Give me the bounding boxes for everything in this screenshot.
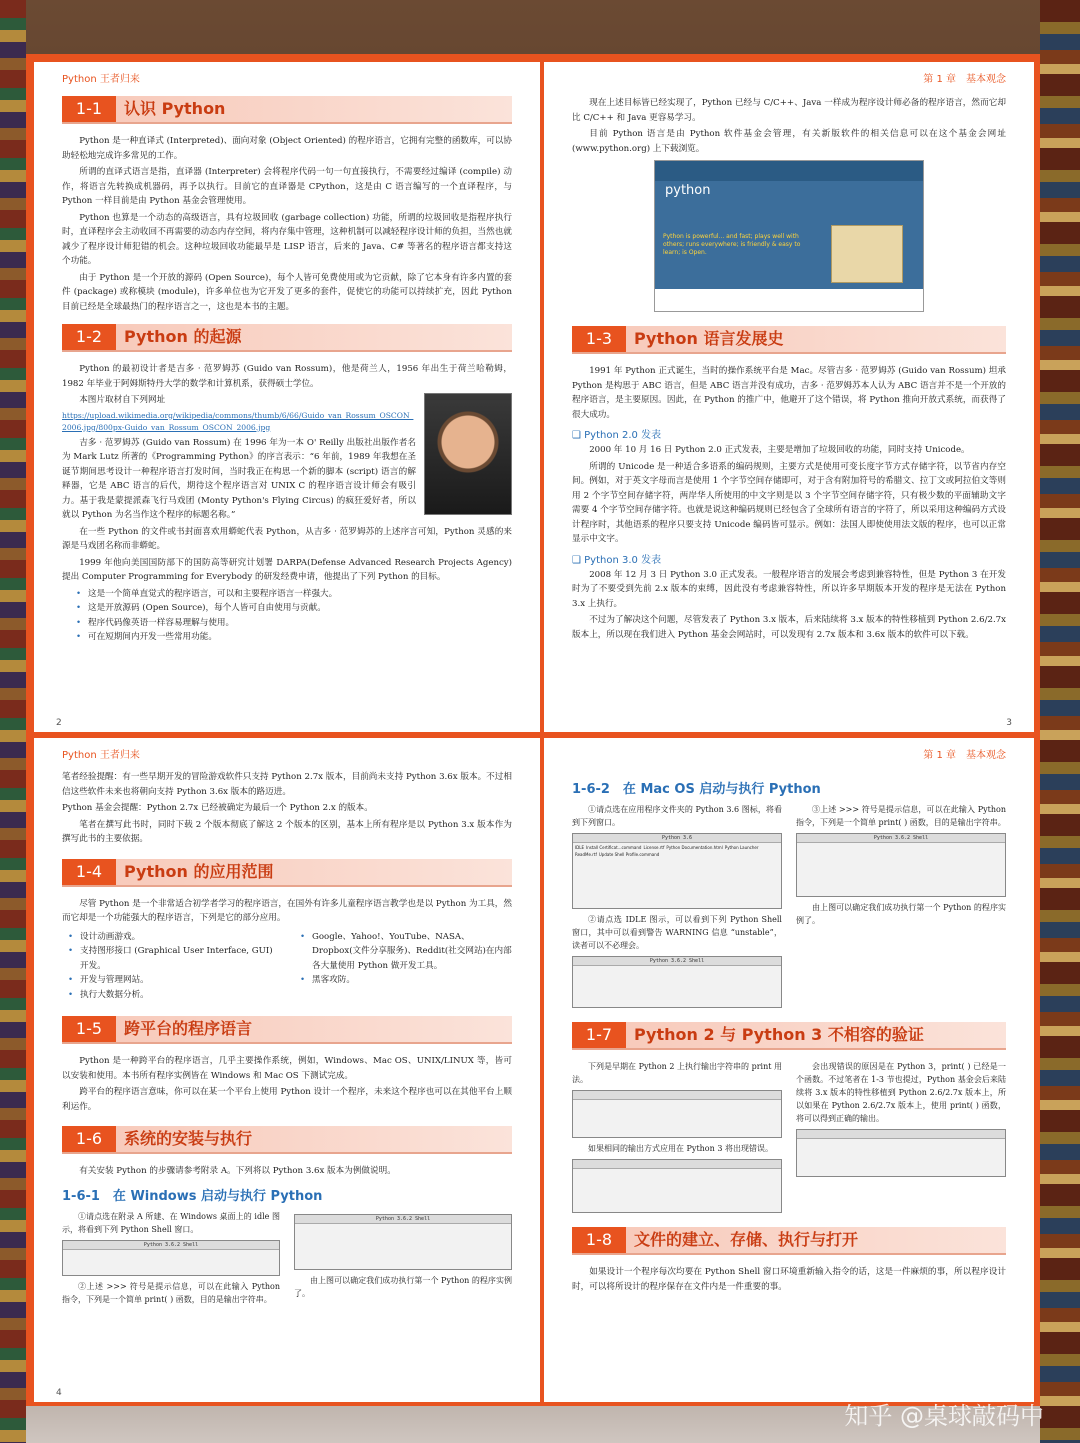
paragraph: 由上图可以确定我们成功执行第一个 Python 的程序实例了。 bbox=[796, 903, 1006, 925]
paragraph: Python 是一种直译式 (Interpreted)、面向对象 (Object Oriented) 的程序语言，它拥有完整的函数库，可以协助轻松地完成许多常见的工作。 bbox=[62, 136, 512, 161]
running-head: Python 王者归来 bbox=[62, 74, 140, 85]
page-3 bbox=[544, 62, 1034, 732]
site-tagline: Python is powerful... and fast; plays well with others; runs everywhere; is friendly & easy to learn; is Open. bbox=[663, 233, 801, 256]
list-item: • 这是一个简单直觉式的程序语言，可以和主要程序语言一样强大。 bbox=[88, 587, 512, 602]
list-item: • 这是开放源码 (Open Source)，每个人皆可自由使用与贡献。 bbox=[88, 601, 512, 616]
python-logo: python bbox=[665, 183, 711, 198]
finder-item[interactable]: Update Shell Profile.command bbox=[598, 852, 660, 857]
paragraph: ②上述 >>> 符号是提示信息，可以在此输入 Python 指令，下列是一个简单 print( ) 函数，目的是输出字符串。 bbox=[62, 1281, 280, 1304]
paragraph: 1991 年 Python 正式诞生，当时的操作系统平台是 Mac。尽管吉多 · 范罗姆苏 (Guido van Rossum) 坦承 Python 是构思于 ABC 语言，但是 ABC 语言并没有成功，吉多 · 范罗姆苏本人认为 ABC 语言并不是一个开放的程序语言，是主要原因。因此，在 Python 的推广中，他避开了这个错误，将 Python 推向开放式系统，而获得了很大成功。 bbox=[572, 366, 1006, 420]
paragraph: Python 也算是一个动态的高级语言，具有垃圾回收 (garbage collection) 功能，所谓的垃圾回收是指程序执行时，直译程序会主动收回不再需要的动态内存空间，将内存集中管理，这种机制可以减轻程序设计师的负担，当然也就减少了程序设计师犯错的机会。这种垃圾回收功能最早是 LISP 语言，后来的 Java、C# 等著名的程序语言都支持这个功能。 bbox=[62, 212, 512, 266]
paragraph: 跨平台的程序语言意味，你可以在某一个平台上使用 Python 设计一个程序，未来这个程序也可以在其他平台上顺利运作。 bbox=[62, 1087, 512, 1112]
paragraph: 所谓的直译式语言是指，直译器 (Interpreter) 会将程序代码一句一句直接执行，不需要经过编译 (compile) 动作，将语言先转换成机器码，再予以执行。目前它的直译器是 CPython，这是由 C 语言编写的一个直译程序，与 Python 一样目前是由 Python 基金会管理使用。 bbox=[62, 167, 512, 206]
list-item: • 黑客攻防。 bbox=[312, 973, 512, 988]
paragraph: ①请点选在附录 A 所建、在 Windows 桌面上的 idle 图示，将看到下列 Python Shell 窗口。 bbox=[62, 1211, 280, 1234]
section-1-2: 1-2 Python 的起源 bbox=[62, 324, 512, 352]
section-1-6: 1-6 系统的安装与执行 bbox=[62, 1126, 512, 1154]
finder-screenshot: Python 3.6 IDLE Install Certificat...command License.rtf Python Documentation.html Python Launcher ReadMe.rtf Update Shell Profile.command bbox=[572, 833, 782, 909]
paragraph: 由于 Python 是一个开放的源码 (Open Source)，每个人皆可免费使用或为它贡献，除了它本身有许多内置的套件 (package) 或称模块 (module)，许多单位也为它开发了更多的套件，促使它的功能可以持续扩充，因此 Python 目前已经是全球最热门的程序语言之一，这也是本书的主题。 bbox=[62, 272, 512, 312]
list-item: • 程序代码像英语一样容易理解与使用。 bbox=[88, 616, 512, 631]
list-item: • 设计动画游戏。 bbox=[80, 930, 280, 945]
subsection-1-6-1: 1-6-1 在 Windows 启动与执行 Python bbox=[62, 1188, 323, 1204]
running-head: 第 1 章 基本观念 bbox=[923, 750, 1006, 761]
running-head: 第 1 章 基本观念 bbox=[923, 74, 1006, 85]
python3-error-screenshot bbox=[572, 1159, 782, 1213]
paragraph: 笔者在撰写此书时，同时下载 2 个版本彻底了解这 2 个版本的区别，基本上所有程序是以 Python 3.x 版本作为撰写此书的主要依据。 bbox=[62, 819, 512, 844]
paragraph: ②请点选 IDLE 图示，可以看到下列 Python Shell 窗口，其中可以看到警告 WARNING 信息 “unstable”，读者可以不必理会。 bbox=[572, 915, 782, 950]
python27-shell-screenshot bbox=[796, 1129, 1006, 1177]
page-5 bbox=[544, 738, 1034, 1402]
bookshelf-left bbox=[0, 0, 26, 1443]
python2-shell-screenshot bbox=[572, 1090, 782, 1138]
page-number: 4 bbox=[56, 1388, 62, 1398]
paragraph: 2000 年 10 月 16 日 Python 2.0 正式发表，主要是增加了垃圾回收的功能，同时支持 Unicode。 bbox=[589, 445, 970, 455]
mac-shell-screenshot: Python 3.6.2 Shell bbox=[572, 956, 782, 1008]
paragraph: ①请点选在应用程序文件夹的 Python 3.6 图标，将看到下列窗口。 bbox=[572, 805, 782, 827]
finder-item[interactable]: Python Documentation.html bbox=[666, 845, 723, 850]
paragraph: 现在上述目标皆已经实现了，Python 已经与 C/C++、Java 一样成为程序设计师必备的程序语言，然而它却比 C/C++ 和 Java 更容易学习。 bbox=[572, 98, 1006, 123]
mac-shell-print-screenshot: Python 3.6.2 Shell bbox=[796, 833, 1006, 897]
finder-item[interactable]: ReadMe.rtf bbox=[575, 852, 597, 857]
paragraph: 目前 Python 语言是由 Python 软件基金会管理，有关新版软件的相关信息可以在这个基金会网址 (www.python.org) 上下载浏览。 bbox=[572, 129, 1006, 154]
image-source-label: 本图片取材自下列网址 bbox=[79, 395, 166, 405]
python-org-screenshot bbox=[654, 160, 924, 312]
paragraph: 1999 年他向美国国防部下的国防高等研究计划署 DARPA(Defense Advanced Research Projects Agency) 提出 Computer Programming for Everybody 的研发经费申请，他提出了下列 Python 的目标。 bbox=[62, 557, 512, 582]
paragraph: 所谓的 Unicode 是一种适合多语系的编码规则，主要方式是使用可变长度字节方式存储字符，以节省内存空间。例如，对于英文字母而言是使用 1 个字节空间存储即可，对于含有附加符号的希腊文、拉丁文或阿拉伯文等则用 2 个字节空间存储字符，两岸华人所使用的中文字则是以 3 个字节空间存储字符，只有极少数的平面辅助文字需要 4 个字节空间存储字符。也就是说这种编码规则已经包含了全球所有语言的字符了，所以采用这种编码方式设计程序时，其他语系的程序只要支持 Unicode 编码皆可显示。例如：法国人即使使用法文版的程序，也可以正常显示中文字。 bbox=[572, 461, 1006, 544]
section-1-5: 1-5 跨平台的程序语言 bbox=[62, 1016, 512, 1044]
page-number: 2 bbox=[56, 718, 62, 728]
paragraph: Python 的最初设计者是吉多 · 范罗姆苏 (Guido van Rossum)，他是荷兰人，1956 年出生于荷兰哈勒姆，1982 年毕业于阿姆斯特丹大学的数学和计算机系，获得硕士学位。 bbox=[62, 364, 512, 389]
note-foundation: Python 基金会提醒：Python 2.7x 已经被确定为最后一个 Python 2.x 的版本。 bbox=[62, 803, 373, 813]
python-shell-screenshot: Python 3.6.2 Shell bbox=[294, 1214, 512, 1270]
finder-item[interactable]: Install Certificat...command bbox=[586, 845, 642, 850]
paragraph: 如果相同的输出方式应用在 Python 3 将出现错误。 bbox=[588, 1144, 773, 1153]
subsection-python-2: ❑ Python 2.0 发表 bbox=[572, 426, 1006, 441]
list-item: • 支持图形接口 (Graphical User Interface, GUI) 开发。 bbox=[80, 944, 280, 973]
finder-item[interactable]: License.rtf bbox=[643, 845, 665, 850]
page-number: 3 bbox=[1006, 718, 1012, 728]
note-experience: 笔者经验提醒：有一些早期开发的冒险游戏软件只支持 Python 2.7x 版本，目前尚未支持 Python 3.6x 版本。不过相信这些软件未来也将朝向支持 Python 3.6x 版本的路迈进。 bbox=[62, 772, 512, 797]
paragraph: ③上述 >>> 符号是提示信息，可以在此输入 Python 指令，下列是一个简单 print( ) 函数，目的是输出字符串。 bbox=[796, 805, 1006, 827]
paragraph: Python 是一种跨平台的程序语言，几乎主要操作系统，例如，Windows、Mac OS、UNIX/LINUX 等，皆可以安装和使用。本书所有程序实例皆在 Windows 和 Mac OS 下测试完成。 bbox=[62, 1056, 512, 1081]
paragraph: 会出现错误的原因是在 Python 3，print( ) 已经是一个函数。不过笔者在 1-3 节也提过，Python 基金会后来陆续将 3.x 版本的特性移植到 Python 2.6/2.7x 版本上，所以如果在 Python 2.6/2.7x 版本上，使用 print( ) 函数，将可以得到正确的输出。 bbox=[796, 1062, 1006, 1123]
idle-desktop-screenshot: Python 3.6.2 Shell bbox=[62, 1240, 280, 1276]
paragraph: 吉多 · 范罗姆苏 (Guido van Rossum) 在 1996 年为一本 O' Reilly 出版社出版作者名为 Mark Lutz 所著的《Programming Python》的序言表示：“6 年前，1989 年我想在圣诞节期间思考设计一种程序语言打发时间，当时我正在构思一个新的脚本 (script) 语言的解释器，它是 ABC 语言的后代，期待这个程序语言对 UNIX C 的程序语言设计师会有吸引力。基于我是蒙提派森飞行马戏团 (Monty Python's Flying Circus) 的疯狂爱好者，所以就以 Python 为名当作这个程序的标题名称。” bbox=[62, 437, 416, 520]
zhihu-watermark: 知乎 @桌球敲码中 bbox=[844, 1402, 1044, 1430]
section-1-4: 1-4 Python 的应用范围 bbox=[62, 859, 512, 887]
paragraph: 由上图可以确定我们成功执行第一个 Python 的程序实例了。 bbox=[294, 1275, 512, 1298]
paragraph: 尽管 Python 是一个非常适合初学者学习的程序语言，在国外有许多儿童程序语言教学也是以 Python 为工具，然而它却是一个功能强大的程序语言，下列是它的部分应用。 bbox=[62, 898, 512, 923]
paragraph: 下列是早期在 Python 2 上执行输出字符串的 print 用法。 bbox=[572, 1062, 782, 1084]
section-1-8: 1-8 文件的建立、存储、执行与打开 bbox=[572, 1227, 1006, 1255]
section-1-1: 1-1 认识 Python bbox=[62, 96, 512, 124]
subsection-python-3: ❑ Python 3.0 发表 bbox=[572, 551, 1006, 566]
finder-item[interactable]: Python Launcher bbox=[724, 845, 759, 850]
page-4 bbox=[34, 738, 540, 1402]
section-1-7: 1-7 Python 2 与 Python 3 不相容的验证 bbox=[572, 1022, 1006, 1050]
section-1-3: 1-3 Python 语言发展史 bbox=[572, 326, 1006, 354]
list-item: • 可在短期间内开发一些常用功能。 bbox=[88, 630, 512, 645]
goals-list bbox=[62, 587, 512, 645]
bookshelf-right bbox=[1040, 0, 1080, 1443]
paragraph: 2008 年 12 月 3 日 Python 3.0 正式发表。一般程序语言的发展会考虑到兼容特性，但是 Python 3 在开发时为了不要受到先前 2.x 版本的束缚，因此没有考虑兼容特性，所以许多早期版本开发的程序是无法在 Python 3.x 上执行。 bbox=[572, 569, 1006, 609]
package-illustration bbox=[831, 225, 903, 283]
subsection-1-6-2: 1-6-2 在 Mac OS 启动与执行 Python bbox=[572, 782, 821, 797]
running-head: Python 王者归来 bbox=[62, 750, 140, 761]
finder-item[interactable]: IDLE bbox=[575, 845, 585, 850]
guido-photo bbox=[424, 393, 512, 515]
list-item: • Google、Yahoo!、YouTube、NASA、Dropbox(文件分享服务)、Reddit(社交网站)在内部各大量使用 Python 做开发工具。 bbox=[312, 930, 512, 974]
page-2 bbox=[34, 62, 540, 732]
list-item: • 执行大数据分析。 bbox=[80, 988, 280, 1003]
paragraph: 如果设计一个程序每次均要在 Python Shell 窗口环境重新输入指令的话，这是一件麻烦的事，所以程序设计时，可以将所设计的程序保存在文件内是一件重要的事。 bbox=[572, 1267, 1006, 1292]
paragraph: 有关安装 Python 的步骤请参考附录 A。下列将以 Python 3.6x 版本为例做说明。 bbox=[79, 1166, 396, 1176]
list-item: • 开发与管理网站。 bbox=[80, 973, 280, 988]
paragraph: 不过为了解决这个问题，尽管发表了 Python 3.x 版本，后来陆续将 3.x 版本的特性移植到 Python 2.6/2.7x 版本上，所以现在我们进入 Python 基金会网站时，可以发现有 2.7x 版本和 3.6x 版本的软件可以下载。 bbox=[572, 615, 1006, 640]
paragraph: 在一些 Python 的文件或书封面喜欢用蟒蛇代表 Python，从吉多 · 范罗姆苏的上述序言可知，Python 灵感的来源是马戏团名称而非蟒蛇。 bbox=[62, 526, 512, 551]
image-source-link[interactable]: https://upload.wikimedia.org/wikipedia/commons/thumb/6/66/Guido_van_Rossum_OSCON_2006.jpg/800px-Guido_van_Rossum_OSCON_2006.jpg bbox=[62, 410, 414, 432]
